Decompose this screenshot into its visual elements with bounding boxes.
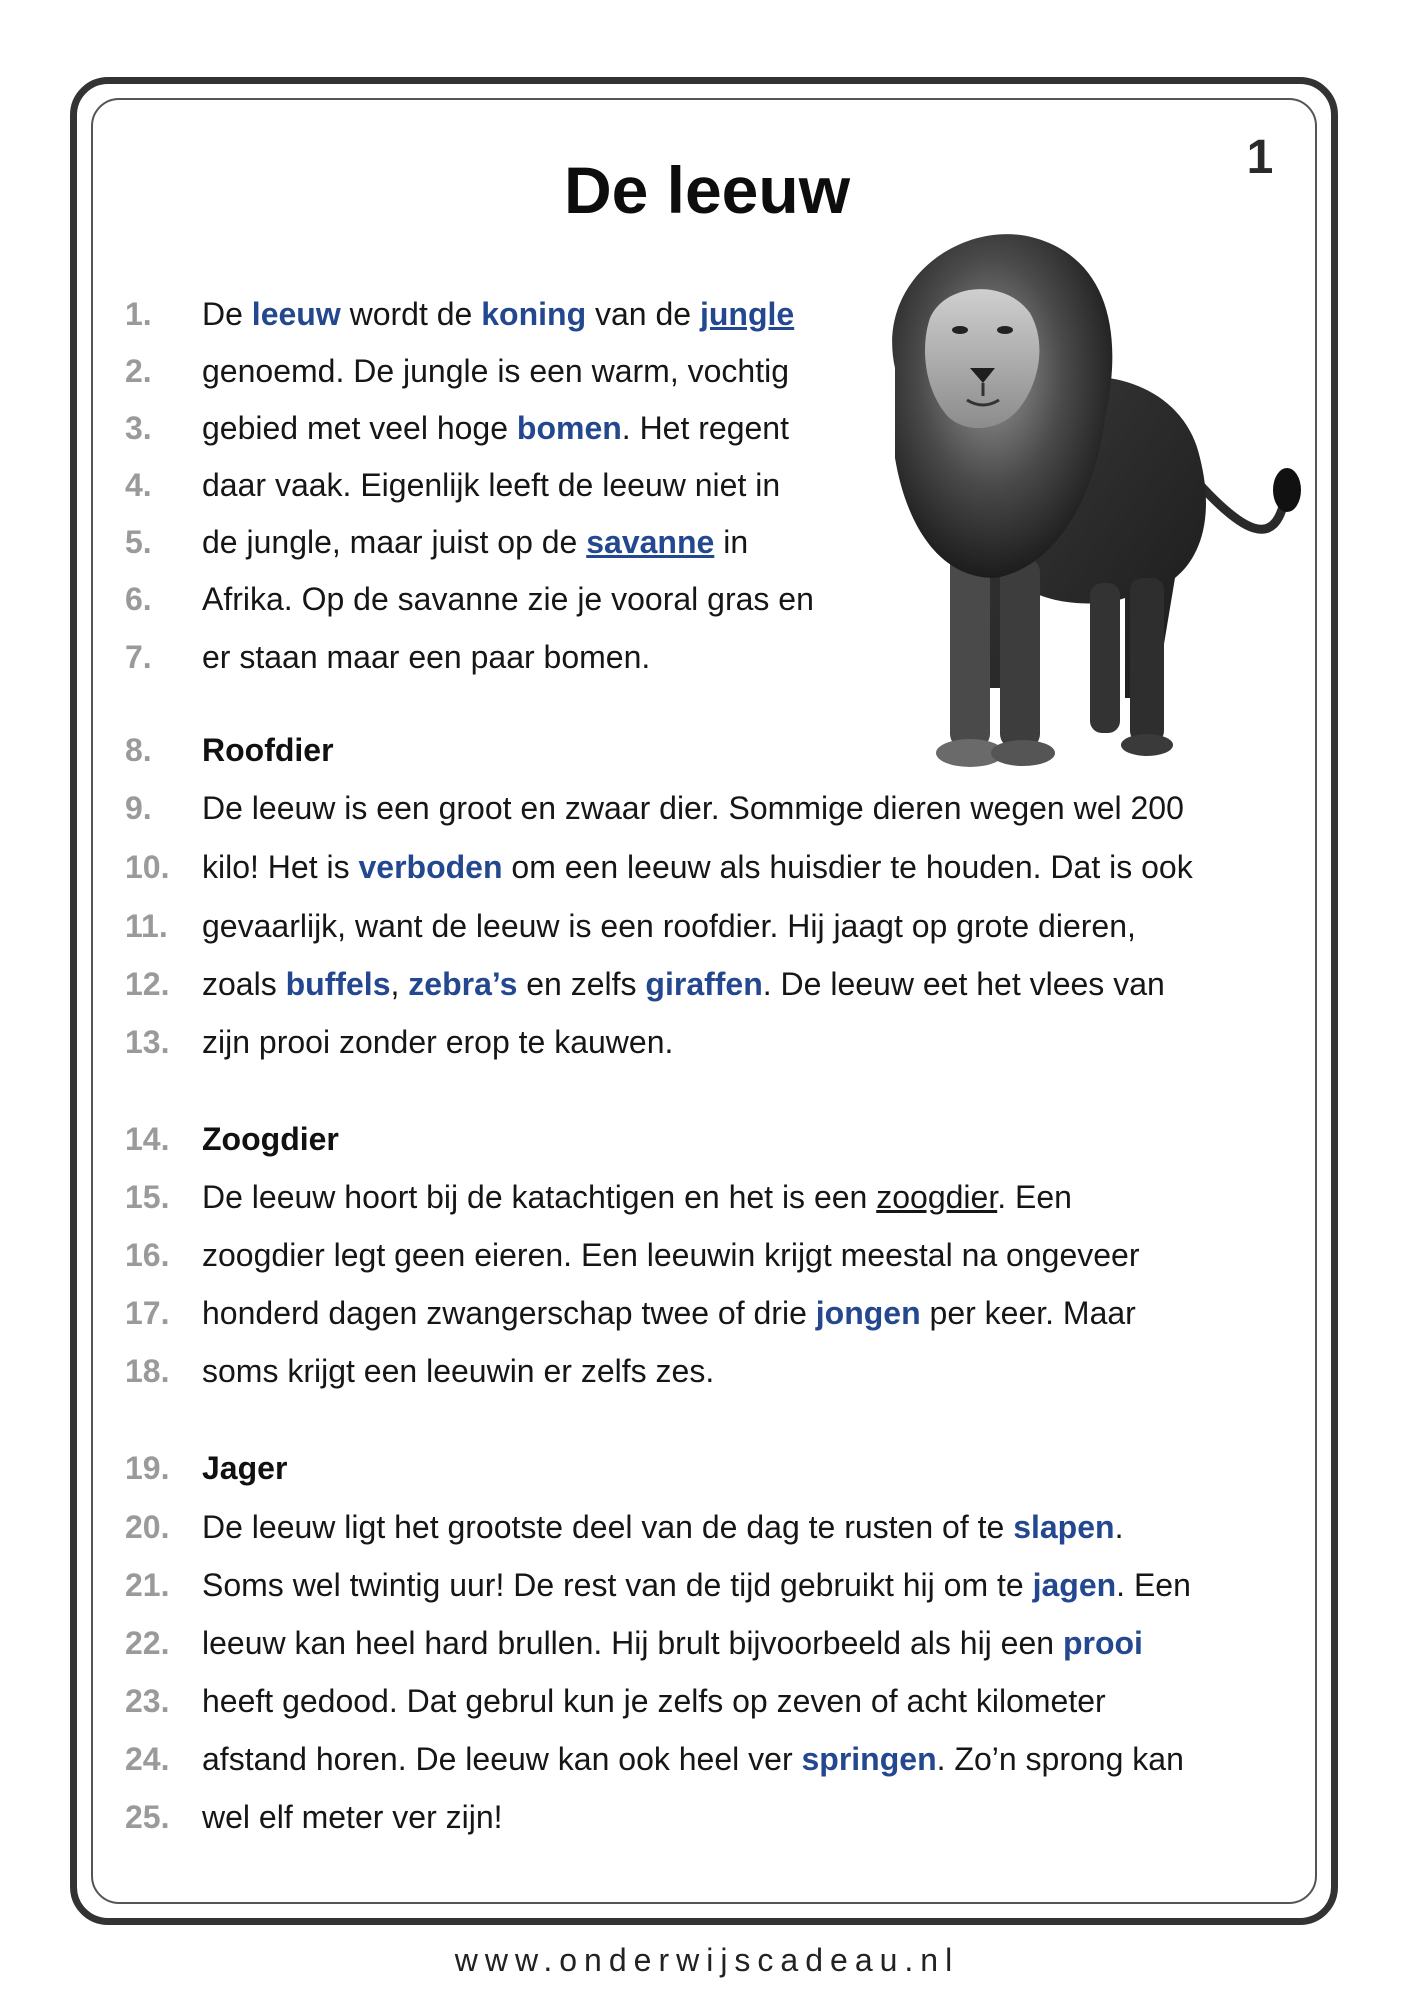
line-number: 14. (125, 1121, 170, 1157)
line-number: 20. (125, 1509, 170, 1545)
line-number: 18. (125, 1353, 170, 1389)
keyword: springen (801, 1741, 937, 1777)
line-number: 9. (125, 790, 152, 826)
line-number: 13. (125, 1024, 170, 1060)
text-segment: genoemd. De jungle is een warm, vochtig (202, 353, 789, 389)
text-segment: om een leeuw als huisdier te houden. Dat is ook (502, 849, 1193, 885)
line-number: 12. (125, 966, 170, 1002)
line-text (202, 1349, 714, 1393)
line-number: 16. (125, 1237, 170, 1273)
line-number: 19. (125, 1450, 170, 1486)
text-segment: . Een (1116, 1567, 1191, 1603)
line-number: 17. (125, 1295, 170, 1331)
keyword-underlined: savanne (586, 524, 715, 560)
line-text (202, 292, 794, 336)
text-segment: . (1114, 1509, 1124, 1545)
text-segment: honderd dagen zwangerschap twee of drie (202, 1295, 816, 1331)
text-segment: zoogdier legt geen eieren. Een leeuwin krijgt meestal na ongeveer (202, 1237, 1140, 1273)
text-segment: en zelfs (517, 966, 646, 1002)
text-segment: kilo! Het is (202, 849, 359, 885)
text-segment: Afrika. Op de savanne zie je vooral gras en (202, 581, 814, 617)
text-segment: . Het regent (621, 410, 789, 446)
text-segment: De leeuw is een groot en zwaar dier. Sommige dieren wegen wel 200 (202, 790, 1184, 826)
text-segment: wel elf meter ver zijn! (202, 1799, 503, 1835)
text-segment: Zoogdier (202, 1121, 339, 1157)
line-number: 7. (125, 639, 152, 675)
keyword: koning (481, 296, 587, 332)
text-segment: zoals (202, 966, 286, 1002)
footer-url: www.onderwijscadeau.nl (454, 1942, 960, 1978)
line-text (202, 406, 789, 450)
underlined-word: zoogdier (876, 1179, 998, 1215)
line-text (202, 1291, 1136, 1335)
text-segment: in (714, 524, 749, 560)
line-text (202, 962, 1165, 1006)
line-number: 3. (125, 410, 152, 446)
line-text (202, 1795, 503, 1839)
keyword: jongen (815, 1295, 921, 1331)
line-number: 1. (125, 296, 152, 332)
text-segment: leeuw kan heel hard brullen. Hij brult bijvoorbeeld als hij een (202, 1625, 1063, 1661)
line-text (202, 349, 789, 393)
line-text (202, 1175, 1072, 1219)
text-segment: De (202, 296, 252, 332)
text-segment: gevaarlijk, want de leeuw is een roofdier. Hij jaagt op grote dieren, (202, 908, 1136, 944)
line-text (202, 463, 780, 507)
text-segment: de jungle, maar juist op de (202, 524, 587, 560)
line-number: 11. (125, 908, 168, 944)
line-number: 22. (125, 1625, 170, 1661)
text-segment: Soms wel twintig uur! De rest van de tijd gebruikt hij om te (202, 1567, 1033, 1603)
text-segment: Roofdier (202, 732, 334, 768)
line-text (202, 1505, 1123, 1549)
text-segment: er staan maar een paar bomen. (202, 639, 651, 675)
text-segment: Jager (202, 1450, 288, 1486)
line-number: 21. (125, 1567, 170, 1603)
text-segment: daar vaak. Eigenlijk leeft de leeuw niet in (202, 467, 781, 503)
line-text (202, 1679, 1106, 1723)
lion-image (855, 218, 1315, 778)
text-segment: afstand horen. De leeuw kan ook heel ver (202, 1741, 802, 1777)
section-heading (202, 1446, 287, 1490)
line-number: 25. (125, 1799, 170, 1835)
line-text (202, 904, 1136, 948)
text-segment: van de (586, 296, 700, 332)
text-segment: gebied met veel hoge (202, 410, 517, 446)
line-number: 5. (125, 524, 152, 560)
line-text (202, 577, 814, 621)
keyword: giraffen (645, 966, 763, 1002)
text-segment: De leeuw hoort bij de katachtigen en het is een (202, 1179, 877, 1215)
text-segment: . De leeuw eet het vlees van (762, 966, 1165, 1002)
line-number: 15. (125, 1179, 170, 1215)
line-text (202, 845, 1193, 889)
keyword: slapen (1013, 1509, 1115, 1545)
line-text (202, 635, 650, 679)
text-segment: wordt de (340, 296, 482, 332)
line-text (202, 786, 1184, 830)
line-text (202, 1737, 1184, 1781)
line-number: 8. (125, 732, 152, 768)
line-number: 23. (125, 1683, 170, 1719)
keyword: prooi (1062, 1625, 1143, 1661)
text-segment: soms krijgt een leeuwin er zelfs zes. (202, 1353, 715, 1389)
line-text (202, 520, 748, 564)
line-text (202, 1621, 1143, 1665)
line-number: 10. (125, 849, 170, 885)
line-text (202, 1233, 1139, 1277)
page-number: 1 (1246, 131, 1274, 184)
line-number: 6. (125, 581, 152, 617)
text-segment: , (390, 966, 409, 1002)
line-text (202, 1563, 1191, 1607)
keyword: bomen (516, 410, 622, 446)
page-title: De leeuw (563, 153, 851, 227)
text-segment: per keer. Maar (920, 1295, 1136, 1331)
line-number: 4. (125, 467, 152, 503)
keyword: verboden (358, 849, 503, 885)
keyword: leeuw (251, 296, 341, 332)
keyword: buffels (285, 966, 391, 1002)
text-segment: De leeuw ligt het grootste deel van de dag te rusten of te (202, 1509, 1014, 1545)
line-number: 24. (125, 1741, 170, 1777)
text-segment: zijn prooi zonder erop te kauwen. (202, 1024, 674, 1060)
keyword: jagen (1032, 1567, 1117, 1603)
line-number: 2. (125, 353, 152, 389)
text-segment: . Zo’n sprong kan (936, 1741, 1184, 1777)
section-heading (202, 728, 334, 772)
line-text (202, 1020, 673, 1064)
text-segment: . Een (997, 1179, 1072, 1215)
keyword-underlined: jungle (699, 296, 795, 332)
section-heading (202, 1117, 339, 1161)
text-segment: heeft gedood. Dat gebrul kun je zelfs op zeven of acht kilometer (202, 1683, 1106, 1719)
keyword: zebra’s (408, 966, 518, 1002)
